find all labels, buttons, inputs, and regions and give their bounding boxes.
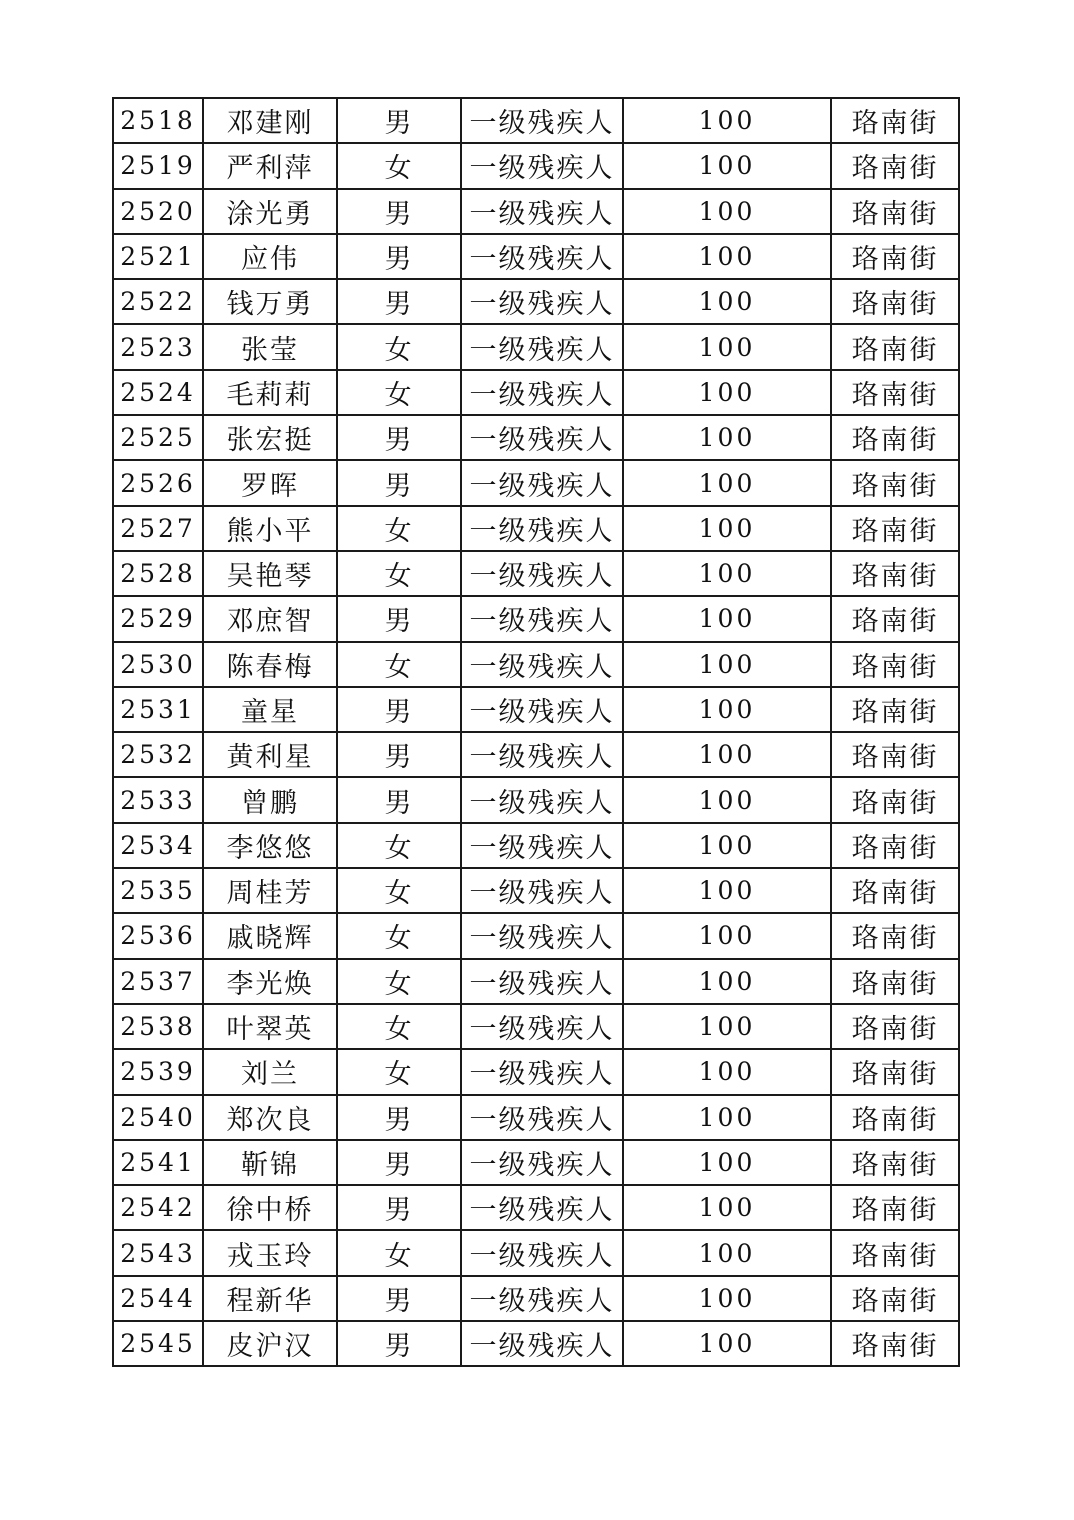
gender-cell: 男 [337, 1185, 461, 1230]
street-cell: 珞南街 [831, 1095, 959, 1140]
category-cell: 一级残疾人 [461, 913, 623, 958]
gender-cell: 女 [337, 551, 461, 596]
category-cell: 一级残疾人 [461, 596, 623, 641]
name-cell: 毛莉莉 [203, 370, 337, 415]
serial-number-cell: 2522 [113, 279, 203, 324]
category-cell: 一级残疾人 [461, 687, 623, 732]
amount-cell: 100 [623, 777, 831, 822]
name-cell: 戚晓辉 [203, 913, 337, 958]
table-row [113, 868, 959, 913]
category-cell: 一级残疾人 [461, 1185, 623, 1230]
amount-cell: 100 [623, 913, 831, 958]
table-row [113, 1004, 959, 1049]
gender-cell: 女 [337, 823, 461, 868]
category-cell: 一级残疾人 [461, 415, 623, 460]
amount-cell: 100 [623, 415, 831, 460]
name-cell: 严利萍 [203, 143, 337, 188]
category-cell: 一级残疾人 [461, 189, 623, 234]
table-row [113, 1140, 959, 1185]
name-cell: 李光焕 [203, 959, 337, 1004]
name-cell: 邓建刚 [203, 98, 337, 143]
serial-number-cell: 2534 [113, 823, 203, 868]
name-cell: 陈春梅 [203, 642, 337, 687]
name-cell: 皮沪汉 [203, 1321, 337, 1366]
amount-cell: 100 [623, 1095, 831, 1140]
gender-cell: 男 [337, 1321, 461, 1366]
street-cell: 珞南街 [831, 687, 959, 732]
table-row [113, 234, 959, 279]
amount-cell: 100 [623, 1185, 831, 1230]
amount-cell: 100 [623, 1230, 831, 1275]
amount-cell: 100 [623, 506, 831, 551]
street-cell: 珞南街 [831, 777, 959, 822]
street-cell: 珞南街 [831, 143, 959, 188]
serial-number-cell: 2535 [113, 868, 203, 913]
table-row [113, 1049, 959, 1094]
amount-cell: 100 [623, 551, 831, 596]
category-cell: 一级残疾人 [461, 1004, 623, 1049]
table-row [113, 370, 959, 415]
table-row [113, 189, 959, 234]
amount-cell: 100 [623, 1140, 831, 1185]
table-row [113, 913, 959, 958]
category-cell: 一级残疾人 [461, 551, 623, 596]
gender-cell: 女 [337, 1049, 461, 1094]
serial-number-cell: 2541 [113, 1140, 203, 1185]
category-cell: 一级残疾人 [461, 1095, 623, 1140]
amount-cell: 100 [623, 234, 831, 279]
serial-number-cell: 2539 [113, 1049, 203, 1094]
street-cell: 珞南街 [831, 279, 959, 324]
street-cell: 珞南街 [831, 234, 959, 279]
amount-cell: 100 [623, 868, 831, 913]
street-cell: 珞南街 [831, 596, 959, 641]
category-cell: 一级残疾人 [461, 823, 623, 868]
name-cell: 张宏挺 [203, 415, 337, 460]
name-cell: 张莹 [203, 324, 337, 369]
name-cell: 刘兰 [203, 1049, 337, 1094]
subsidy-list-table [112, 97, 960, 1367]
table-row [113, 1095, 959, 1140]
category-cell: 一级残疾人 [461, 370, 623, 415]
category-cell: 一级残疾人 [461, 777, 623, 822]
street-cell: 珞南街 [831, 415, 959, 460]
table-row [113, 98, 959, 143]
table-row [113, 642, 959, 687]
name-cell: 应伟 [203, 234, 337, 279]
gender-cell: 男 [337, 279, 461, 324]
gender-cell: 女 [337, 506, 461, 551]
category-cell: 一级残疾人 [461, 1276, 623, 1321]
name-cell: 徐中桥 [203, 1185, 337, 1230]
gender-cell: 男 [337, 732, 461, 777]
name-cell: 戎玉玲 [203, 1230, 337, 1275]
table-row [113, 460, 959, 505]
street-cell: 珞南街 [831, 868, 959, 913]
table-row [113, 777, 959, 822]
table-row [113, 596, 959, 641]
table-row [113, 551, 959, 596]
name-cell: 童星 [203, 687, 337, 732]
street-cell: 珞南街 [831, 1004, 959, 1049]
gender-cell: 男 [337, 98, 461, 143]
table-row [113, 959, 959, 1004]
street-cell: 珞南街 [831, 460, 959, 505]
serial-number-cell: 2537 [113, 959, 203, 1004]
amount-cell: 100 [623, 279, 831, 324]
gender-cell: 女 [337, 1004, 461, 1049]
street-cell: 珞南街 [831, 1049, 959, 1094]
table-row [113, 1185, 959, 1230]
amount-cell: 100 [623, 143, 831, 188]
street-cell: 珞南街 [831, 551, 959, 596]
gender-cell: 男 [337, 234, 461, 279]
gender-cell: 男 [337, 687, 461, 732]
serial-number-cell: 2521 [113, 234, 203, 279]
serial-number-cell: 2530 [113, 642, 203, 687]
gender-cell: 女 [337, 913, 461, 958]
table-row [113, 687, 959, 732]
gender-cell: 男 [337, 1140, 461, 1185]
category-cell: 一级残疾人 [461, 279, 623, 324]
gender-cell: 女 [337, 959, 461, 1004]
category-cell: 一级残疾人 [461, 1230, 623, 1275]
name-cell: 郑次良 [203, 1095, 337, 1140]
gender-cell: 男 [337, 596, 461, 641]
street-cell: 珞南街 [831, 642, 959, 687]
serial-number-cell: 2532 [113, 732, 203, 777]
amount-cell: 100 [623, 189, 831, 234]
street-cell: 珞南街 [831, 1140, 959, 1185]
category-cell: 一级残疾人 [461, 506, 623, 551]
category-cell: 一级残疾人 [461, 1321, 623, 1366]
table-row [113, 324, 959, 369]
gender-cell: 女 [337, 370, 461, 415]
amount-cell: 100 [623, 324, 831, 369]
amount-cell: 100 [623, 370, 831, 415]
serial-number-cell: 2526 [113, 460, 203, 505]
table-row [113, 732, 959, 777]
category-cell: 一级残疾人 [461, 460, 623, 505]
gender-cell: 男 [337, 415, 461, 460]
category-cell: 一级残疾人 [461, 732, 623, 777]
serial-number-cell: 2523 [113, 324, 203, 369]
gender-cell: 女 [337, 1230, 461, 1275]
name-cell: 邓庶智 [203, 596, 337, 641]
gender-cell: 女 [337, 868, 461, 913]
table-row [113, 1321, 959, 1366]
serial-number-cell: 2531 [113, 687, 203, 732]
street-cell: 珞南街 [831, 823, 959, 868]
street-cell: 珞南街 [831, 913, 959, 958]
serial-number-cell: 2544 [113, 1276, 203, 1321]
category-cell: 一级残疾人 [461, 143, 623, 188]
name-cell: 曾鹏 [203, 777, 337, 822]
serial-number-cell: 2538 [113, 1004, 203, 1049]
serial-number-cell: 2518 [113, 98, 203, 143]
category-cell: 一级残疾人 [461, 1049, 623, 1094]
category-cell: 一级残疾人 [461, 234, 623, 279]
amount-cell: 100 [623, 959, 831, 1004]
amount-cell: 100 [623, 1049, 831, 1094]
table-row [113, 823, 959, 868]
name-cell: 熊小平 [203, 506, 337, 551]
amount-cell: 100 [623, 642, 831, 687]
serial-number-cell: 2525 [113, 415, 203, 460]
street-cell: 珞南街 [831, 98, 959, 143]
street-cell: 珞南街 [831, 1230, 959, 1275]
gender-cell: 男 [337, 1276, 461, 1321]
table-row [113, 279, 959, 324]
table-row [113, 143, 959, 188]
amount-cell: 100 [623, 596, 831, 641]
category-cell: 一级残疾人 [461, 98, 623, 143]
serial-number-cell: 2533 [113, 777, 203, 822]
amount-cell: 100 [623, 732, 831, 777]
name-cell: 周桂芳 [203, 868, 337, 913]
gender-cell: 男 [337, 189, 461, 234]
serial-number-cell: 2529 [113, 596, 203, 641]
serial-number-cell: 2545 [113, 1321, 203, 1366]
gender-cell: 男 [337, 777, 461, 822]
amount-cell: 100 [623, 687, 831, 732]
street-cell: 珞南街 [831, 1185, 959, 1230]
name-cell: 涂光勇 [203, 189, 337, 234]
street-cell: 珞南街 [831, 189, 959, 234]
serial-number-cell: 2519 [113, 143, 203, 188]
gender-cell: 女 [337, 143, 461, 188]
serial-number-cell: 2520 [113, 189, 203, 234]
serial-number-cell: 2543 [113, 1230, 203, 1275]
serial-number-cell: 2527 [113, 506, 203, 551]
street-cell: 珞南街 [831, 959, 959, 1004]
table-row [113, 1276, 959, 1321]
name-cell: 程新华 [203, 1276, 337, 1321]
street-cell: 珞南街 [831, 506, 959, 551]
name-cell: 罗晖 [203, 460, 337, 505]
amount-cell: 100 [623, 1321, 831, 1366]
gender-cell: 女 [337, 324, 461, 369]
street-cell: 珞南街 [831, 370, 959, 415]
category-cell: 一级残疾人 [461, 1140, 623, 1185]
serial-number-cell: 2536 [113, 913, 203, 958]
gender-cell: 男 [337, 460, 461, 505]
street-cell: 珞南街 [831, 1321, 959, 1366]
serial-number-cell: 2524 [113, 370, 203, 415]
name-cell: 钱万勇 [203, 279, 337, 324]
amount-cell: 100 [623, 823, 831, 868]
amount-cell: 100 [623, 1004, 831, 1049]
name-cell: 李悠悠 [203, 823, 337, 868]
gender-cell: 男 [337, 1095, 461, 1140]
category-cell: 一级残疾人 [461, 959, 623, 1004]
table-row [113, 506, 959, 551]
name-cell: 靳锦 [203, 1140, 337, 1185]
street-cell: 珞南街 [831, 732, 959, 777]
name-cell: 叶翠英 [203, 1004, 337, 1049]
street-cell: 珞南街 [831, 1276, 959, 1321]
gender-cell: 女 [337, 642, 461, 687]
amount-cell: 100 [623, 460, 831, 505]
name-cell: 吴艳琴 [203, 551, 337, 596]
category-cell: 一级残疾人 [461, 324, 623, 369]
serial-number-cell: 2528 [113, 551, 203, 596]
table-body [113, 98, 959, 1366]
amount-cell: 100 [623, 98, 831, 143]
amount-cell: 100 [623, 1276, 831, 1321]
category-cell: 一级残疾人 [461, 868, 623, 913]
category-cell: 一级残疾人 [461, 642, 623, 687]
name-cell: 黄利星 [203, 732, 337, 777]
serial-number-cell: 2540 [113, 1095, 203, 1140]
street-cell: 珞南街 [831, 324, 959, 369]
table-row [113, 1230, 959, 1275]
table-row [113, 415, 959, 460]
serial-number-cell: 2542 [113, 1185, 203, 1230]
